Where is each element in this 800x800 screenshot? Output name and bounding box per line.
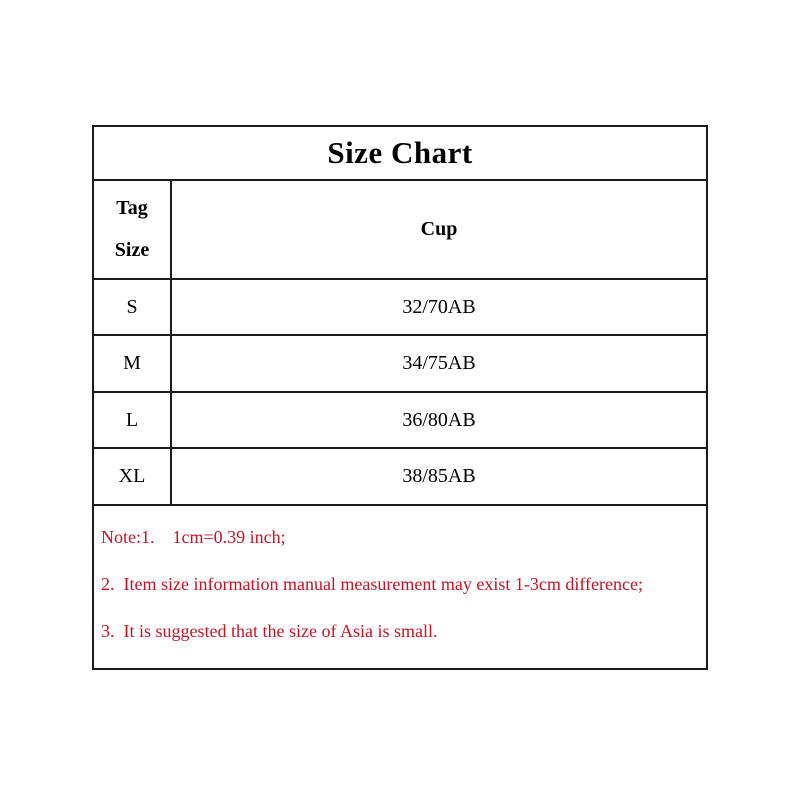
header-cell-cup: [172, 181, 706, 278]
size-cell: [94, 280, 172, 335]
table-row: [94, 280, 706, 337]
size-value: S: [126, 295, 138, 318]
size-cell: [94, 449, 172, 504]
header-tag-line: Tag: [116, 197, 148, 220]
size-value: XL: [118, 465, 146, 488]
cup-value: 36/80AB: [402, 408, 476, 431]
size-cell: [94, 393, 172, 448]
size-value: M: [123, 352, 141, 375]
header-cup-label: Cup: [420, 218, 458, 241]
cup-cell: [172, 336, 706, 391]
cup-cell: [172, 393, 706, 448]
cup-value: 32/70AB: [402, 295, 476, 318]
note-line-2: 2. Item size information manual measurement may exist 1-3cm difference;: [101, 573, 643, 594]
table-row: [94, 449, 706, 506]
table-row: [94, 336, 706, 393]
cup-cell: [172, 449, 706, 504]
header-cell-tag-size: [94, 181, 172, 278]
title-row: [94, 127, 706, 181]
cup-cell: [172, 280, 706, 335]
size-chart-table: [92, 125, 708, 670]
header-row: [94, 181, 706, 280]
table-title: Size Chart: [327, 134, 473, 170]
header-size-line: Size: [114, 239, 150, 262]
size-cell: [94, 336, 172, 391]
cup-value: 38/85AB: [402, 465, 476, 488]
table-row: [94, 393, 706, 450]
note-line-3: 3. It is suggested that the size of Asia is small.: [101, 620, 438, 641]
size-value: L: [125, 408, 139, 431]
notes-section: [94, 506, 706, 668]
note-line-1: Note:1. 1cm=0.39 inch;: [101, 526, 286, 547]
cup-value: 34/75AB: [402, 352, 476, 375]
